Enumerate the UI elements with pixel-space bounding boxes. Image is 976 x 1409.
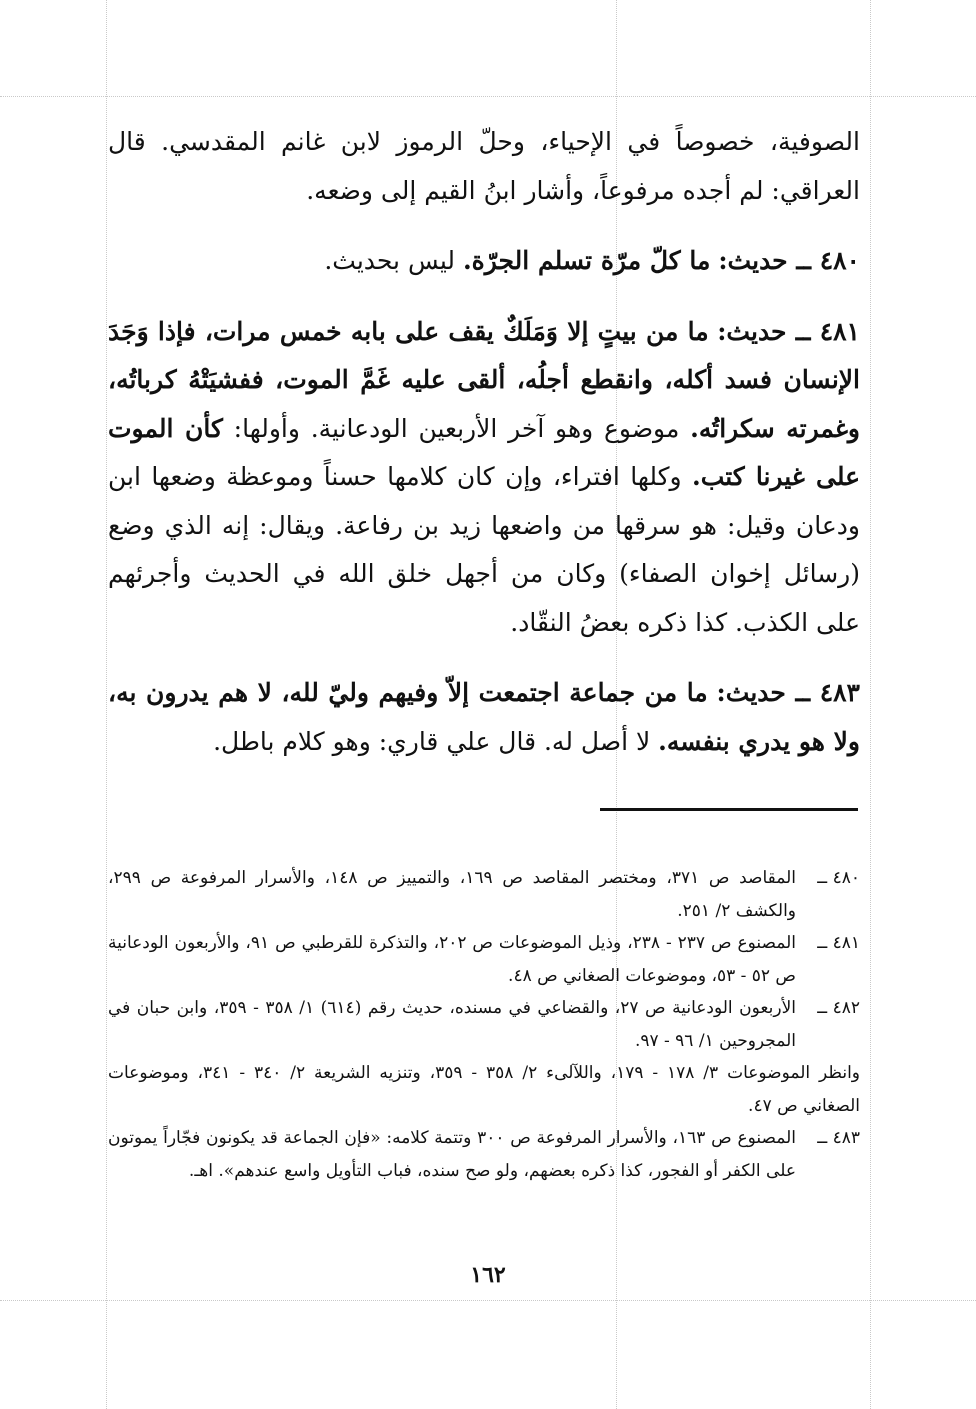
hadith-text-secondary: كأن الموت على غيرنا كتب. (108, 413, 861, 491)
entry-number: ٤٨٣ ــ حديث: (716, 678, 860, 707)
entry-481 (108, 308, 860, 648)
scan-guide-line (0, 96, 976, 97)
footnote-text: الأربعون الودعانية ص ٢٧، والقضاعي في مسنده، حديث رقم (٦١٤) ١/ ٣٥٨ - ٣٥٩، وابن حبان في المجروحين ١/ ٩٦ - ٩٧. (108, 998, 796, 1051)
entry-480 (108, 237, 860, 286)
entry-number: ٤٨١ ــ حديث: (717, 316, 860, 346)
footnote-text: وانظر الموضوعات ٣/ ١٧٨ - ١٧٩، واللآلىء ٢/ ٣٥٨ - ٣٥٩، وتنزيه الشريعة ٢/ ٣٤٠ - ٣٤١، وموضوعات الصغاني ص ٤٧. (108, 1063, 861, 1116)
footnote-number: ٤٨٣ ــ (817, 1128, 861, 1148)
footnote-text: المقاصد ص ٣٧١، ومختصر المقاصد ص ١٦٩، والتمييز ص ١٤٨، والأسرار المرفوعة ص ٢٩٩، والكشف ٢/ ٢٥١. (108, 868, 796, 921)
footnote-482-continuation (108, 1057, 860, 1122)
footnote-text: المصنوع ص ١٦٣، والأسرار المرفوعة ص ٣٠٠ وتتمة كلامه: «فإن الجماعة قد يكونون فجّاراً يموتون على الكفر أو الفجور، كذا ذكره بعضهم، ولو صح سنده، فباب التأويل واسع عندهم». اهـ. (108, 1128, 797, 1181)
footnote-480 (108, 862, 860, 927)
footnote-481 (108, 927, 860, 992)
hadith-text: ما كلّ مرّة تسلم الجرّة. (462, 246, 711, 275)
entry-comment: وكلها افتراء، وإن كان كلامها حسناً وموعظة وضعها ابن ودعان وقيل: هو سرقها من واضعها زيد بن رفاعة. ويقال: إنه الذي وضع (رسائل إخوان الصفاء) وكان من أجهل خلق الله في الحديث وأجرئهم على الكذب. كذا ذكره بعضُ النقّاد. (108, 462, 860, 637)
scan-guide-line (870, 0, 871, 1409)
entry-comment: لا أصل له. قال علي قاري: وهو كلام باطل. (213, 726, 651, 756)
footnote-483 (108, 1122, 860, 1187)
paragraph-continuation (108, 118, 860, 215)
main-text (108, 118, 860, 780)
scan-guide-line (0, 1300, 976, 1301)
entry-number: ٤٨٠ ــ حديث: (718, 246, 860, 275)
footnote-separator (600, 808, 858, 811)
footnote-text: المصنوع ص ٢٣٧ - ٢٣٨، وذيل الموضوعات ص ٢٠٢، والتذكرة للقرطبي ص ٩١، والأربعون الودعانية ص ٥٢ - ٥٣، وموضوعات الصغاني ص ٤٨. (108, 933, 796, 986)
entry-comment: ليس بحديث. (324, 246, 455, 275)
entry-483 (108, 669, 860, 766)
footnote-number: ٤٨١ ــ (817, 933, 860, 953)
hadith-text: ما من جماعة اجتمعت إلاّ وفيهم وليّ لله، لا هم يدرون به، ولا هو يدري بنفسه. (108, 678, 860, 756)
footnote-482 (108, 992, 860, 1057)
scan-guide-line (106, 0, 107, 1409)
footnote-number: ٤٨٢ ــ (817, 998, 860, 1018)
hadith-text: ما من بيتٍ إلا وَمَلَكٌ يقف على بابه خمس مرات، فإذا وَجَدَ الإنسان فسد أكله، وانقطع أجلُه، ألقى عليه غَمَّ الموت، ففشيَتْهُ كرباتُه، وغمرته سكراتُه. (108, 316, 860, 443)
page-number: ١٦٢ (470, 1262, 506, 1288)
paragraph-text: الصوفية، خصوصاً في الإحياء، وحلّ الرموز لابن غانم المقدسي. قال العراقي: لم أجده مرفوعاً، وأشار ابنُ القيم إلى وضعه. (108, 127, 860, 205)
footnotes (108, 862, 860, 1187)
entry-comment: موضوع وهو آخر الأربعين الودعانية. وأولها: (233, 413, 680, 443)
footnote-number: ٤٨٠ ــ (817, 868, 860, 888)
